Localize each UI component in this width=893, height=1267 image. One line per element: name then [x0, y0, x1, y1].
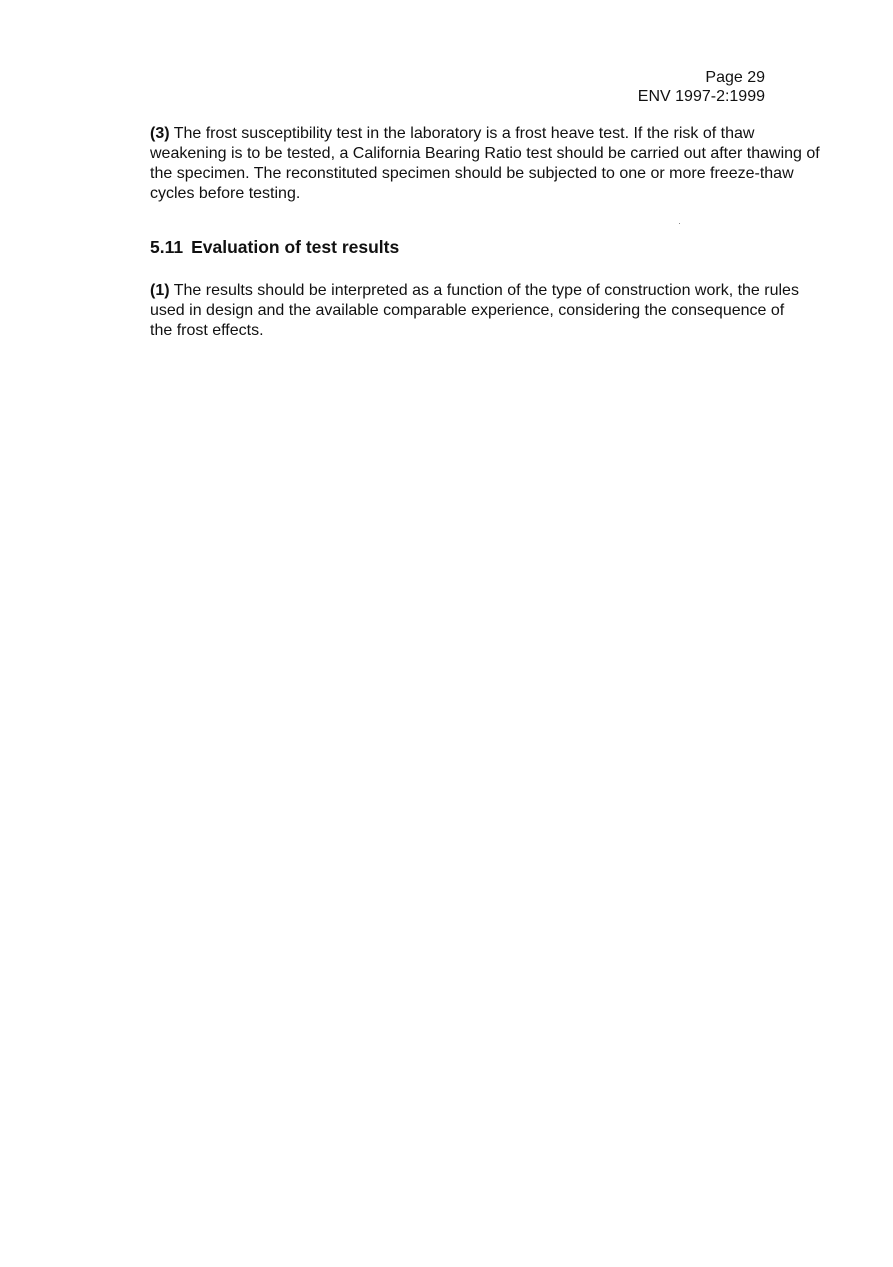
- section-title: Evaluation of test results: [191, 237, 400, 257]
- scan-speck: [679, 223, 680, 224]
- page-number: Page 29: [705, 69, 765, 86]
- paragraph-frost-test: [150, 124, 820, 204]
- section-heading: [150, 236, 399, 258]
- paragraph-text: The frost susceptibility test in the laboratory is a frost heave test. If the risk of thaw weakening is to be tested, a California Bearing Ratio test should be carried out after thawing of the specimen. The reconstituted specimen should be subjected to one or more freeze-thaw cycles before testing.: [150, 125, 820, 202]
- section-number: 5.11: [150, 237, 184, 257]
- paragraph-number: (1): [150, 282, 170, 299]
- paragraph-results: [150, 281, 800, 341]
- paragraph-number: (3): [150, 125, 170, 142]
- standard-code: ENV 1997-2:1999: [637, 88, 765, 105]
- paragraph-text: The results should be interpreted as a function of the type of construction work, the rules used in design and the available comparable experience, considering the consequence of the frost effects.: [150, 282, 799, 339]
- page-header: [638, 68, 765, 106]
